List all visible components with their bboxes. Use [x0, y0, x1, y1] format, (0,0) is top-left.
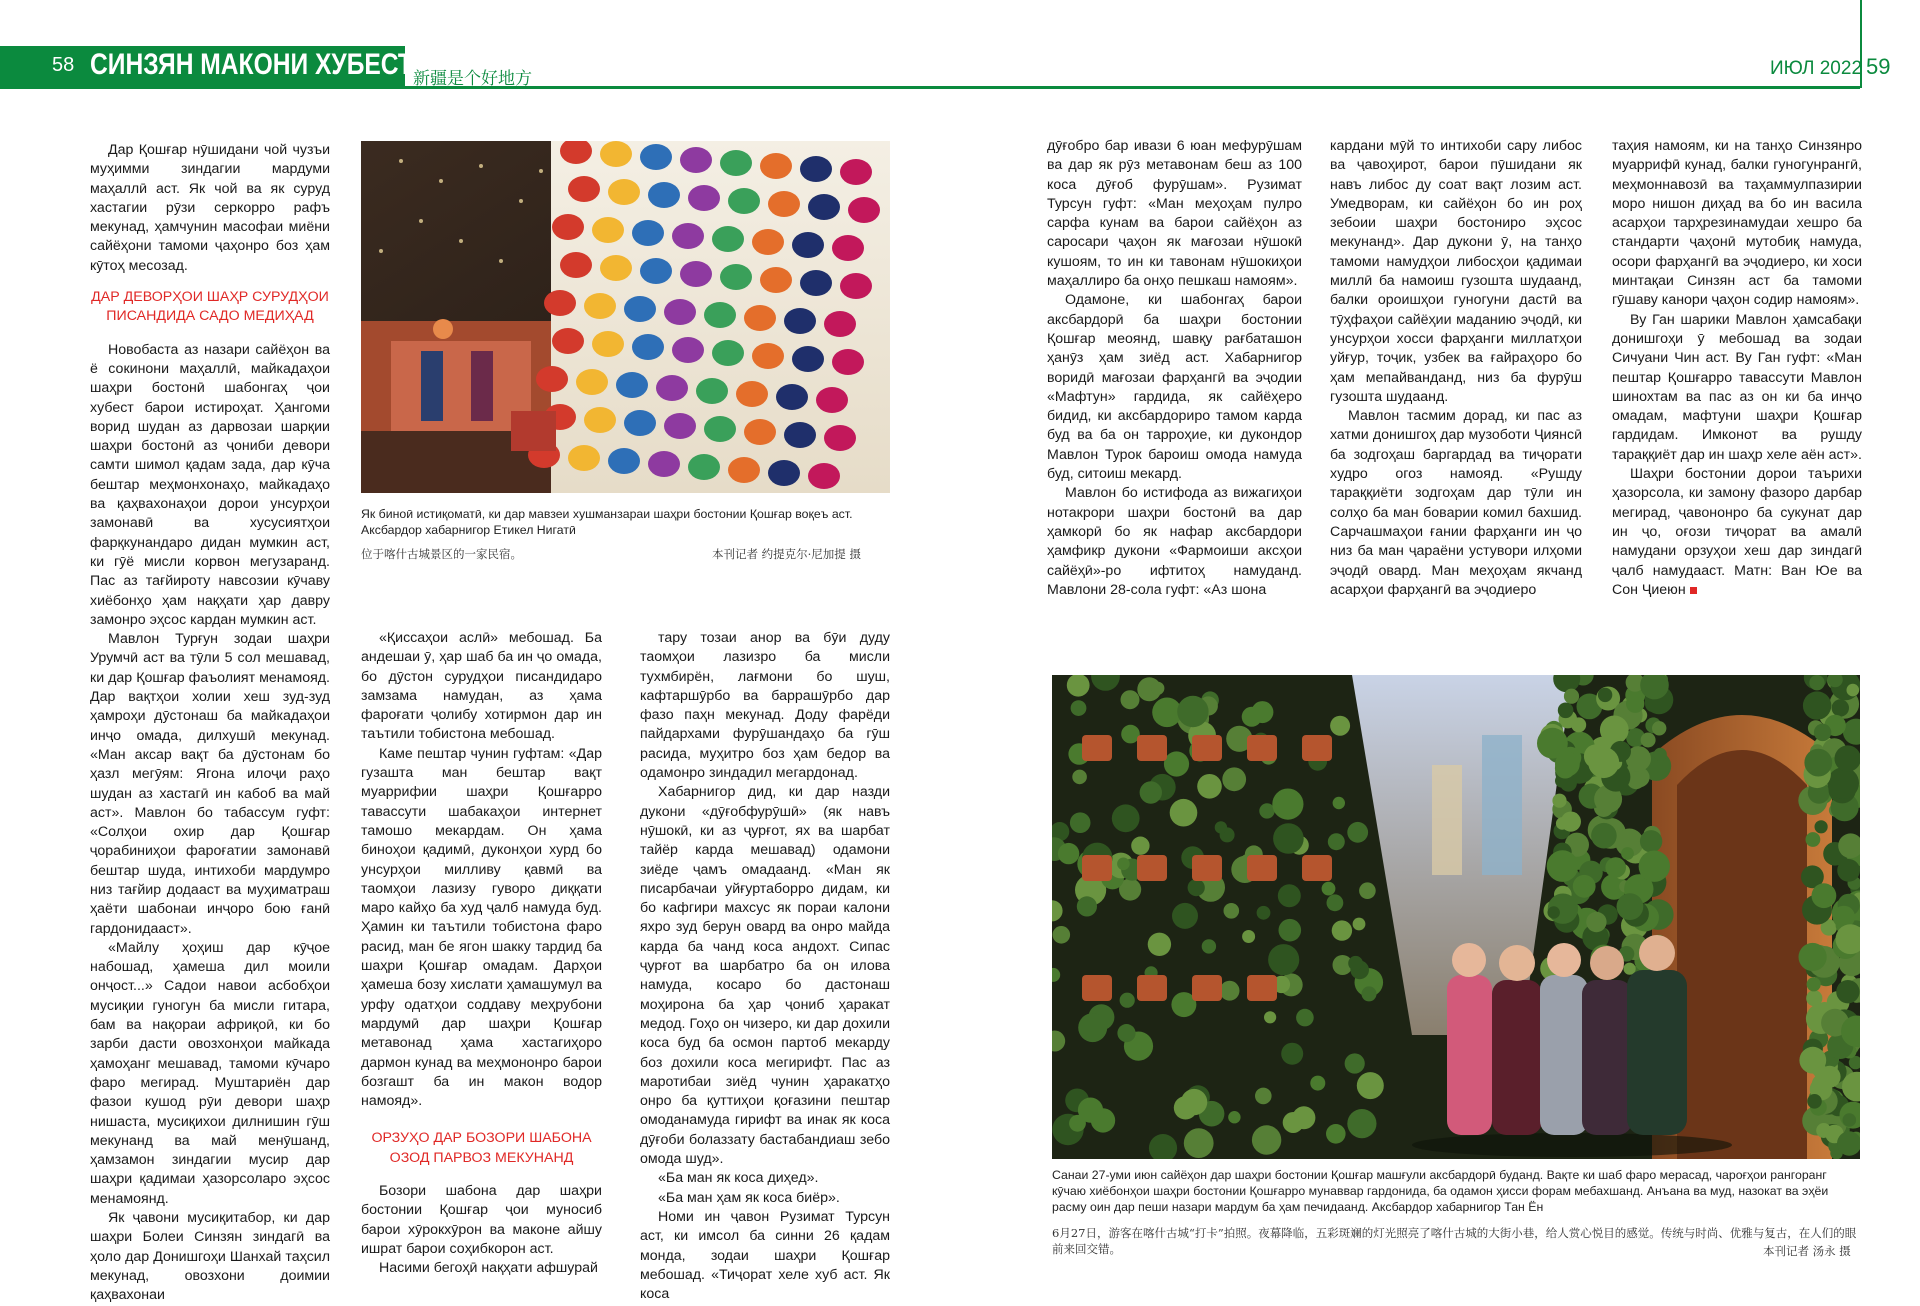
magazine-title: СИНЗЯН МАКОНИ ХУБЕСТ [90, 48, 413, 81]
paragraph: Ву Ган шарики Мавлон ҳамсабақи донишгоҳи ӯ мебошад ва зодаи Сичуани Чин аст. Ву Ган гуфт: «Ман пештар Қошғарро тавассути Мавлон шинохтам ва пас аз он ки ба инҷо омадам, мафтуни шаҳри Қошғар гардидам. Имконот ва рушду тараққиёт дар ин шаҳр хеле аён аст». [1612, 311, 1862, 463]
leaf-shape [1070, 812, 1091, 833]
hat-shape [736, 381, 768, 407]
leaf-shape [1588, 747, 1619, 778]
text-column-6 [1612, 137, 1862, 600]
paragraph: Мавлон Турғун зодаи шаҳри Урумчӣ аст ва тӯли 5 сол мешавад, ки дар Қошғар фаъолият менамояд. Дар вақтҳои холии хеш зуд-зуд ҳамроҳи дӯстонаш ба майкадаҳои инҷо омада, дилхушӣ мекунад. «Ман аксар вақт ба дӯстонам бо ҳазл мегӯям: Ягона илоҷи раҳо шудан аз хастагӣ ин кабоб ва май аст». Мавлон бо табассум гуфт: «Солҳои охир дар Қошғар ҷорабиниҳои фароғатии замонавӣ бештар шуда, интихоби мардумро низ тағйир додааст ва муҳиматраш ҳаёти шабонаи инҷоро бою ғанӣ гардонидааст». [90, 631, 330, 937]
leaf-shape [1605, 857, 1626, 878]
hat-shape [664, 299, 696, 325]
paragraph: Одамоне, ки шабонгаҳ барои аксбардорӣ ба шаҳри бостонии Қошғар меоянд, шавқу рағбаташон ҳанӯз ҳам зиёд аст. Хабарнигор воридӣ мағозаи фарҳангӣ ва эҷодии «Мафтун» гардида, як сайёҳеро бидид, ки аксбардориро тамом карда буд ва ба он тарроҳие, ки дукондор Мавлон Турок бароиш омода намуда буд, ситоиш мекард. [1047, 292, 1302, 483]
issue-date: ИЮЛ 2022 [1770, 58, 1863, 79]
flower-pot-shape [1302, 735, 1332, 761]
leaf-shape [1827, 767, 1859, 799]
hat-shape [808, 463, 840, 489]
leaf-shape [1326, 1124, 1346, 1144]
hat-shape [536, 366, 568, 392]
leaf-shape [1148, 933, 1171, 956]
leaf-shape [1053, 926, 1071, 944]
hat-shape [728, 457, 760, 483]
hat-shape [560, 252, 592, 278]
paragraph: Хабарнигор дид, ки дар назди дукони «дӯғобфурӯшӣ» (як навъ нӯшокӣ, ки аз ҷурғот, ях ва шарбат тайёр карда мешавад) одамони зиёде ҷамъ омадаанд. «Ман як писарбачаи уйғуртаборро дидам, ки бо кафгири махсус як пораи калони яхро зуд берун овард ва онро майда карда ба чанд коса андохт. Сипас ҷурғот ва шарбатро ба он илова намуда, косаро бо дастонаш моҳирона ба ҳар ҷониб ҳаракат медод. Гоҳо он чизеро, ки дар дохили коса буд ба осмон партоб мекарду боз дохили коса мегирифт. Пас аз маротибаи зиёд чунин ҳаракатҳо онро ба қуттиҳои қоғазини пештар омоданамуда гирифт ва инак як коса дӯғоби болаззату бастабандиаш зебо омода шуд». [640, 784, 890, 1168]
hat-shape [680, 147, 712, 173]
hat-shape [648, 182, 680, 208]
leaf-shape [1330, 716, 1350, 736]
leaf-shape [1832, 699, 1849, 716]
paragraph: Номи ин ҷавон Рузимат Турсун аст, ки имсол ба синни 26 қадам монда, зодаи шаҳри Қошғар мебошад. «Тиҷорат хеле хуб аст. Як коса [640, 1208, 890, 1303]
hat-shape [624, 296, 656, 322]
hat-shape [688, 185, 720, 211]
leaf-shape [1573, 875, 1596, 898]
hat-shape [792, 232, 824, 258]
chinese-title: 新疆是个好地方 [413, 69, 532, 89]
paragraph: Мавлон бо истифода аз вижагиҳои нотакрори шаҳри бостонӣ ва дар ҳамкорӣ бо як нафар аксбардори ҳамфикр дукони «Фармоиши аксҳои сайёҳӣ»-ро ифтитоҳ намуданд. Мавлони 28-сола гуфт: «Аз шона [1047, 485, 1302, 598]
hat-shape [768, 191, 800, 217]
leaf-shape [1558, 703, 1574, 719]
leaf-shape [1812, 883, 1837, 908]
leaf-shape [1571, 717, 1586, 732]
leaf-shape [1264, 1011, 1276, 1023]
leaf-shape [1836, 980, 1859, 1003]
hat-shape [576, 369, 608, 395]
paragraph [1612, 465, 1862, 600]
text-column-1 [90, 141, 330, 1306]
leaf-shape [1112, 804, 1140, 832]
leaf-shape [1184, 1128, 1214, 1158]
leaf-shape [1806, 832, 1821, 847]
hat-shape [608, 179, 640, 205]
hat-shape [584, 407, 616, 433]
paragraph: таҳия намоям, ки на танҳо Синзянро муаррифӣ кунад, балки гуногунрангӣ, меҳмоннавозӣ ва таҳаммулпазирии моро нишон диҳад ва бо ин васила асарҳои тарҳрезинамудаи хешро ба стандарти ҷаҳонӣ мутобиқ намуда, осори фарҳангӣ ва эҷодиеро, ки хоси минтақаи Синзян аст ба тамоми гӯшаву канори ҷаҳон содир намоям». [1612, 138, 1862, 309]
hat-shape [688, 454, 720, 480]
paragraph: Каме пештар чунин гуфтам: «Дар гузашта ман бештар вақт муаррифии шаҳри Қошғарро тавассути шабакаҳои интернет тамошо мекардам. Он ҳама биноҳои қадимӣ, дуконҳои хурд бо унсурҳои милливу қавмӣ ва таомҳои лазизу гуворо диққати маро кайҳо ба худ ҷалб намуда буд. Ҳамин ки таътили тобистона фаро расид, ман бе ягон шакку тардид ба шаҳри Қошғар омадам. Дарҳои ҳамеша бозу хислати ҳамашумул ва урфу одатҳои соддаву меҳрубони мардумӣ дар шаҳри Қошғар метавонад ҳама хастагиҳоро дармон кунад ва меҳмононро барои бозгашт ба ин макон водор намояд». [361, 745, 602, 1110]
hat-shape [608, 448, 640, 474]
leaf-shape [1296, 1009, 1314, 1027]
hat-shape [800, 270, 832, 296]
leaf-shape [1803, 691, 1831, 719]
paragraph: Новобаста аз назари сайёҳон ва ё сокинони маҳаллӣ, майкадаҳои шаҳри бостонӣ шабонгаҳ ҷои хубест барои истироҳат. Ҳангоми ворид шудан аз дарвозаи шарқии шаҳри бостонӣ аз ҷониби девори самти шимол қадам зада, дар кӯча бештар меҳмонхонаҳо, майкадаҳо ва қаҳвахонаҳои дорои унсурҳои замонавӣ ва хусусиятҳои фарқкунандаро дидан мумкин аст, ки гӯё мисли корвон мегузаранд. Пас аз тағйироту навсозии кӯчаву хиёбонҳо ҳам нақҳати ҳар давру замонро эҳсос кардан мумкин аст. [90, 341, 330, 628]
hat-shape [760, 267, 792, 293]
paragraph: дӯғобро бар ивази 6 юан мефурӯшам ва дар як рӯз метавонам беш аз 100 коса дӯғоб фурӯшам». Рузимат Турсун гуфт: «Ман меҳоҳам пулро сарфа кунам ва барои сайёҳон аз саросари ҷаҳон як мағозаи нӯшокӣ кушоям, то ин ки тавонам нӯшокиҳои маҳаллиро ба онҳо пешкаш намоям». [1047, 138, 1302, 290]
leaf-shape [1333, 797, 1345, 809]
leaf-shape [1272, 789, 1303, 820]
leaf-shape [1117, 1024, 1135, 1042]
hat-shape [752, 343, 784, 369]
hat-shape [568, 445, 600, 471]
paragraph: Бозори шабона дар шаҳри бостонии Қошғар ҷои муносиб барои хӯрокхӯрон ва маконе айшу ишрат барои соҳибкорон аст. [361, 1183, 602, 1257]
leaf-shape [1641, 733, 1656, 748]
leaf-shape [1327, 894, 1344, 911]
leaf-shape [1807, 1094, 1822, 1109]
leaf-shape [1228, 1111, 1240, 1123]
leaf-shape [1283, 1112, 1304, 1133]
hat-shape [776, 384, 808, 410]
leaf-shape [1268, 944, 1299, 975]
leaf-shape [1799, 943, 1827, 971]
text-column-2 [361, 629, 602, 1279]
leaf-shape [1279, 919, 1302, 942]
leaf-shape [1843, 1113, 1857, 1127]
photo2-caption-cn: 6月27日，游客在喀什古城“打卡”拍照。夜幕降临，五彩斑斓的灯光照亮了喀什古城的大街小巷，给人赏心悦目的感觉。传统与时尚、优雅与复古，在人们的眼前来回交错。 [1052, 1226, 1857, 1256]
leaf-shape [1273, 823, 1304, 854]
leaf-shape [1220, 981, 1240, 1001]
flower-pot-shape [1247, 975, 1277, 1001]
leaf-shape [1591, 823, 1617, 849]
leaf-shape [1561, 812, 1581, 832]
hat-shape [656, 375, 688, 401]
leaf-shape [1359, 882, 1376, 899]
paragraph: Мавлон тасмим дорад, ки пас аз хатми донишгоҳ дар музоботи Ҷиянсӣ ба зодгоҳаш баргардад ва тиҷорати худро огоз намояд. «Рушду тараққиёти зодгоҳам дар тӯли ин солҳо ба ман боварии комил бахшид. Сарчашмаҳои ғании фарҳанги ин ҷо низ ба ман ҷараёни устувори илҳоми эҷодӣ овард. Ман меҳоҳам якчанд асарҳои фарҳангӣ ва эҷодиеро [1330, 408, 1582, 598]
leaf-shape [1362, 986, 1377, 1001]
leaf-shape [1077, 896, 1097, 916]
hat-shape [720, 150, 752, 176]
leaf-shape [1170, 799, 1198, 827]
leaf-shape [1348, 956, 1363, 971]
leaf-shape [1328, 833, 1345, 850]
hat-shape [792, 346, 824, 372]
leaf-shape [1353, 918, 1366, 931]
text-column-3 [640, 629, 890, 1304]
leaf-shape [1310, 1076, 1325, 1091]
leaf-shape [1621, 847, 1634, 860]
hat-shape [712, 340, 744, 366]
flower-pot-shape [1247, 735, 1277, 761]
flower-pot-shape [1082, 855, 1112, 881]
photo2-caption: Санаи 27-уми июн сайёҳон дар шаҳри бостонии Қошғар машғули аксбардорӣ буданд. Вақте ки шаб фаро мерасад, чароғҳои рангоранг кӯчаю хиёбонҳои шаҳри бостонии Қошғарро мунаввар гардонида, ба одамон ҳисси форам мебахшанд. Анъана ва муд, назокат ва эҳёи расму оин дар пеши назари мардум ба ҳам печидаанд. Аксбардор хабарнигор Тан Ён [1052, 1168, 1829, 1214]
paragraph: «Майлу ҳоҳиш дар кӯҷое набошад, ҳамеша дил моили онҷост...» Садои навои асбобҳои мусиқии гуногун ба мисли гитара, бам ва нақораи африқоӣ, ки бо зарби дасти овозхонҳои майкада ҳамоҳанг мешавад, тамоми кӯчаро фаро мегирад. Муштариён дар фазои кушод рӯи девори шаҳр нишаста, мусиқихои дилнишин гӯш мекунанд ва май менӯшанд, ҳамзамон зиндагии мусир дар шаҳри қадимаи ҳазорсоларо эҳсос менамоянд. [90, 939, 330, 1207]
leaf-shape [1807, 977, 1821, 991]
leaf-shape [1078, 1013, 1107, 1042]
flower-pot-shape [1082, 735, 1112, 761]
hat-shape [744, 305, 776, 331]
leaf-shape [1552, 794, 1566, 808]
leaf-shape [1281, 1043, 1303, 1065]
paragraph: «Ба ман як коса диҳед». [658, 1170, 819, 1187]
subheading: ДАР ДЕВОРҲОИ ШАҲР СУРУДҲОИ ПИСАНДИДА САДО МЕДИҲАД [91, 289, 329, 325]
leaf-shape [1255, 1088, 1272, 1105]
flower-pot-shape [1192, 975, 1222, 1001]
leaf-shape [1347, 1109, 1376, 1138]
leaf-shape [1345, 1053, 1365, 1073]
right-page-number: 59 [1866, 54, 1891, 79]
leaf-shape [1257, 906, 1271, 920]
leaf-shape [1174, 1096, 1197, 1119]
leaf-shape [1188, 879, 1205, 896]
end-mark-icon [1690, 587, 1697, 594]
leaf-shape [1252, 1125, 1281, 1154]
paragraph: Насими бегоҳӣ нақҳати афшурай [379, 1260, 598, 1277]
leaf-shape [1564, 689, 1579, 704]
leaf-shape [1804, 749, 1832, 777]
leaf-shape [1654, 748, 1667, 761]
hat-shape [568, 176, 600, 202]
hat-shape [544, 290, 576, 316]
hat-shape [744, 419, 776, 445]
flower-pot-shape [1247, 855, 1277, 881]
flower-pot-shape [1302, 855, 1332, 881]
leaf-shape [1332, 920, 1352, 940]
leaf-shape [1058, 843, 1079, 864]
hat-shape [824, 311, 856, 337]
leaf-shape [1799, 1047, 1826, 1074]
leaf-shape [1164, 751, 1189, 776]
leaf-shape [1224, 903, 1240, 919]
paragraph-text: Шаҳри бостонии дорои таърихи ҳазорсола, ки замону фазоро дарбар мегирад, ҷавононро ба сукунат дар ин ҷо, оғози тиҷорат ва амалӣ намудани орзуҳои хеш дар зиндагӣ ҷалб намудааст. Матн: Ван Юе ва Сон Ҷиеюн [1612, 466, 1862, 598]
hat-shape [840, 159, 872, 185]
hat-shape [664, 413, 696, 439]
hat-shape [616, 372, 648, 398]
hat-shape [704, 302, 736, 328]
hat-shape [600, 141, 632, 167]
hat-shape [640, 144, 672, 170]
hat-shape [600, 255, 632, 281]
photo1-credit-cn: 本刊记者 约提克尔·尼加提 摄 [712, 547, 861, 561]
photo2-credit-cn: 本刊记者 汤永 摄 [1763, 1244, 1851, 1258]
hat-shape [632, 220, 664, 246]
hat-shape [768, 460, 800, 486]
hat-shape [696, 378, 728, 404]
leaf-shape [1117, 858, 1130, 871]
hat-shape [760, 153, 792, 179]
leaf-shape [1835, 745, 1861, 771]
hat-shape [552, 214, 584, 240]
hat-shape [784, 308, 816, 334]
subheading: ОРЗУҲО ДАР БОЗОРИ ШАБОНА ОЗОД ПАРВОЗ МЕКУНАНД [371, 1130, 592, 1166]
hat-shape [552, 328, 584, 354]
hat-shape [584, 293, 616, 319]
hat-shape [848, 197, 880, 223]
leaf-shape [1814, 724, 1831, 741]
hat-shape [672, 337, 704, 363]
leaf-shape [1548, 906, 1560, 918]
photo1-caption: Як биноӣ истиқоматӣ, ки дар мавзеи хушманзараи шаҳри бостонии Қошғар воқеъ аст. Аксбардор хабарнигор Етикел Нигатӣ [361, 507, 853, 537]
hat-shape [712, 226, 744, 252]
leaf-shape [1242, 707, 1262, 727]
paragraph: тару тозаи анор ва бӯи дуду таомҳои лазизро ба мисли тухмбирён, лағмони бо шуш, кафтаршӯрбо ва баррашӯрбо дар фазо паҳн мекунад. Доду фарёди пайдархами фурӯшандаҳо ба гӯш расида, муҳитро боз ҳам бедор ва одамонро зиндадил мегардонад. [640, 630, 890, 782]
flower-pot-shape [1137, 975, 1167, 1001]
leaf-shape [1091, 1108, 1115, 1132]
flower-pot-shape [1137, 855, 1167, 881]
header-rule [0, 86, 1860, 89]
hat-shape [672, 223, 704, 249]
leaf-shape [1347, 822, 1368, 843]
text-column-4 [1047, 137, 1302, 600]
leaf-shape [1197, 774, 1222, 799]
hat-shape [832, 235, 864, 261]
leaf-shape [1140, 781, 1162, 803]
hat-shape [752, 229, 784, 255]
hat-shape [816, 387, 848, 413]
leaf-shape [1357, 1072, 1384, 1099]
hat-shape [592, 331, 624, 357]
leaf-shape [1172, 903, 1198, 929]
leaf-shape [1072, 770, 1087, 785]
leaf-shape [1847, 684, 1860, 697]
hat-shape [784, 422, 816, 448]
leaf-shape [1278, 884, 1301, 907]
leaf-shape [1600, 716, 1629, 745]
left-page-number: 58 [52, 54, 75, 76]
leaf-shape [1120, 993, 1135, 1008]
text-column-5 [1330, 137, 1582, 600]
leaf-shape [1652, 721, 1666, 735]
flower-pot-shape [1137, 735, 1167, 761]
paragraph: «Қиссаҳои аслӣ» мебошад. Ба андешаи ӯ, ҳар шаб ба ин ҷо омада, бо дӯстон сурудҳои писандидаро замзама намудан, аз ҳама фароғати ҷолибу хотирмон дар ин таътили тобистона мебошад. [361, 630, 602, 743]
paragraph: «Ба ман ҳам як коса биёр». [658, 1189, 840, 1206]
paragraph: Дар Қошғар нӯшидани чой чузъи муҳимми зиндагии мардуми маҳаллӣ аст. Як чой ва як суруд хастагии рӯзи серкорро рафъ мекунад, ҳамчунин масофаи миёни сайёҳони тамоми ҷаҳонро боз ҳам кӯтоҳ месозад. [90, 142, 330, 274]
leaf-shape [1598, 688, 1612, 702]
hat-shape [808, 194, 840, 220]
leaf-shape [1322, 882, 1336, 896]
hat-shape [824, 425, 856, 451]
leaf-shape [1071, 700, 1087, 716]
flower-pot-shape [1192, 855, 1222, 881]
leaf-shape [1586, 912, 1606, 932]
leaf-shape [1555, 752, 1580, 777]
leaf-shape [1222, 767, 1246, 791]
leaf-shape [1547, 850, 1579, 882]
flower-pot-shape [1082, 975, 1112, 1001]
hat-shape [704, 416, 736, 442]
leaf-shape [1215, 821, 1227, 833]
leaf-shape [1639, 851, 1670, 882]
leaf-shape [1809, 675, 1824, 690]
leaf-shape [1640, 830, 1662, 852]
leaf-shape [1131, 837, 1149, 855]
leaf-shape [1617, 893, 1644, 920]
hat-shape [728, 188, 760, 214]
old-town-street-photo [1052, 675, 1860, 1159]
hat-shape [648, 451, 680, 477]
flower-pot-shape [1192, 735, 1222, 761]
paragraph: кардани мӯй то интихоби сару либос ва ҷавоҳирот, барои пӯшидани як навъ либос ду соат вақт лозим аст. Умедворам, ки сайёҳон бо ин роҳ зебоии шаҳри бостониро эҳсос мекунанд». Дар дукони ӯ, на танҳо тамоми намудҳои либосҳои қадимаи миллӣ ба намоиш гузошта шудаанд, балки ороишҳои гуногуни дастӣ ва тӯҳфаҳои сайёҳии маданию эҷодӣ, ки унсурҳои хосси фарҳанги миллатҳои уйғур, тоҷик, узбек ва ғайраҳоро бо ҳам мепайванданд, низ ба фурӯш гузошта шудаанд. [1330, 138, 1582, 405]
hat-shape [640, 258, 672, 284]
hat-shape [632, 334, 664, 360]
leaf-shape [1626, 695, 1644, 713]
hat-shape [720, 264, 752, 290]
leaf-shape [1202, 939, 1216, 953]
leaf-shape [1815, 820, 1828, 833]
paragraph: Як ҷавони мусиқитабор, ки дар шаҳри Болеи Синзян зиндагӣ ва ҳоло дар Донишгоҳи Шанхай таҳсил мекунад, овозхони доимии қаҳвахонаи [90, 1210, 330, 1304]
hat-shape [624, 410, 656, 436]
leaf-shape [1151, 682, 1164, 695]
hat-shape [832, 349, 864, 375]
leaf-shape [1121, 690, 1140, 709]
hat-shape [680, 261, 712, 287]
leaf-shape [1177, 696, 1208, 727]
hat-shape [592, 217, 624, 243]
hat-shape [840, 273, 872, 299]
leaf-shape [1242, 930, 1255, 943]
photo1-caption-cn: 位于喀什古城景区的一家民宿。 [361, 547, 522, 561]
hat-shop-photo [361, 141, 890, 493]
hat-shape [800, 156, 832, 182]
